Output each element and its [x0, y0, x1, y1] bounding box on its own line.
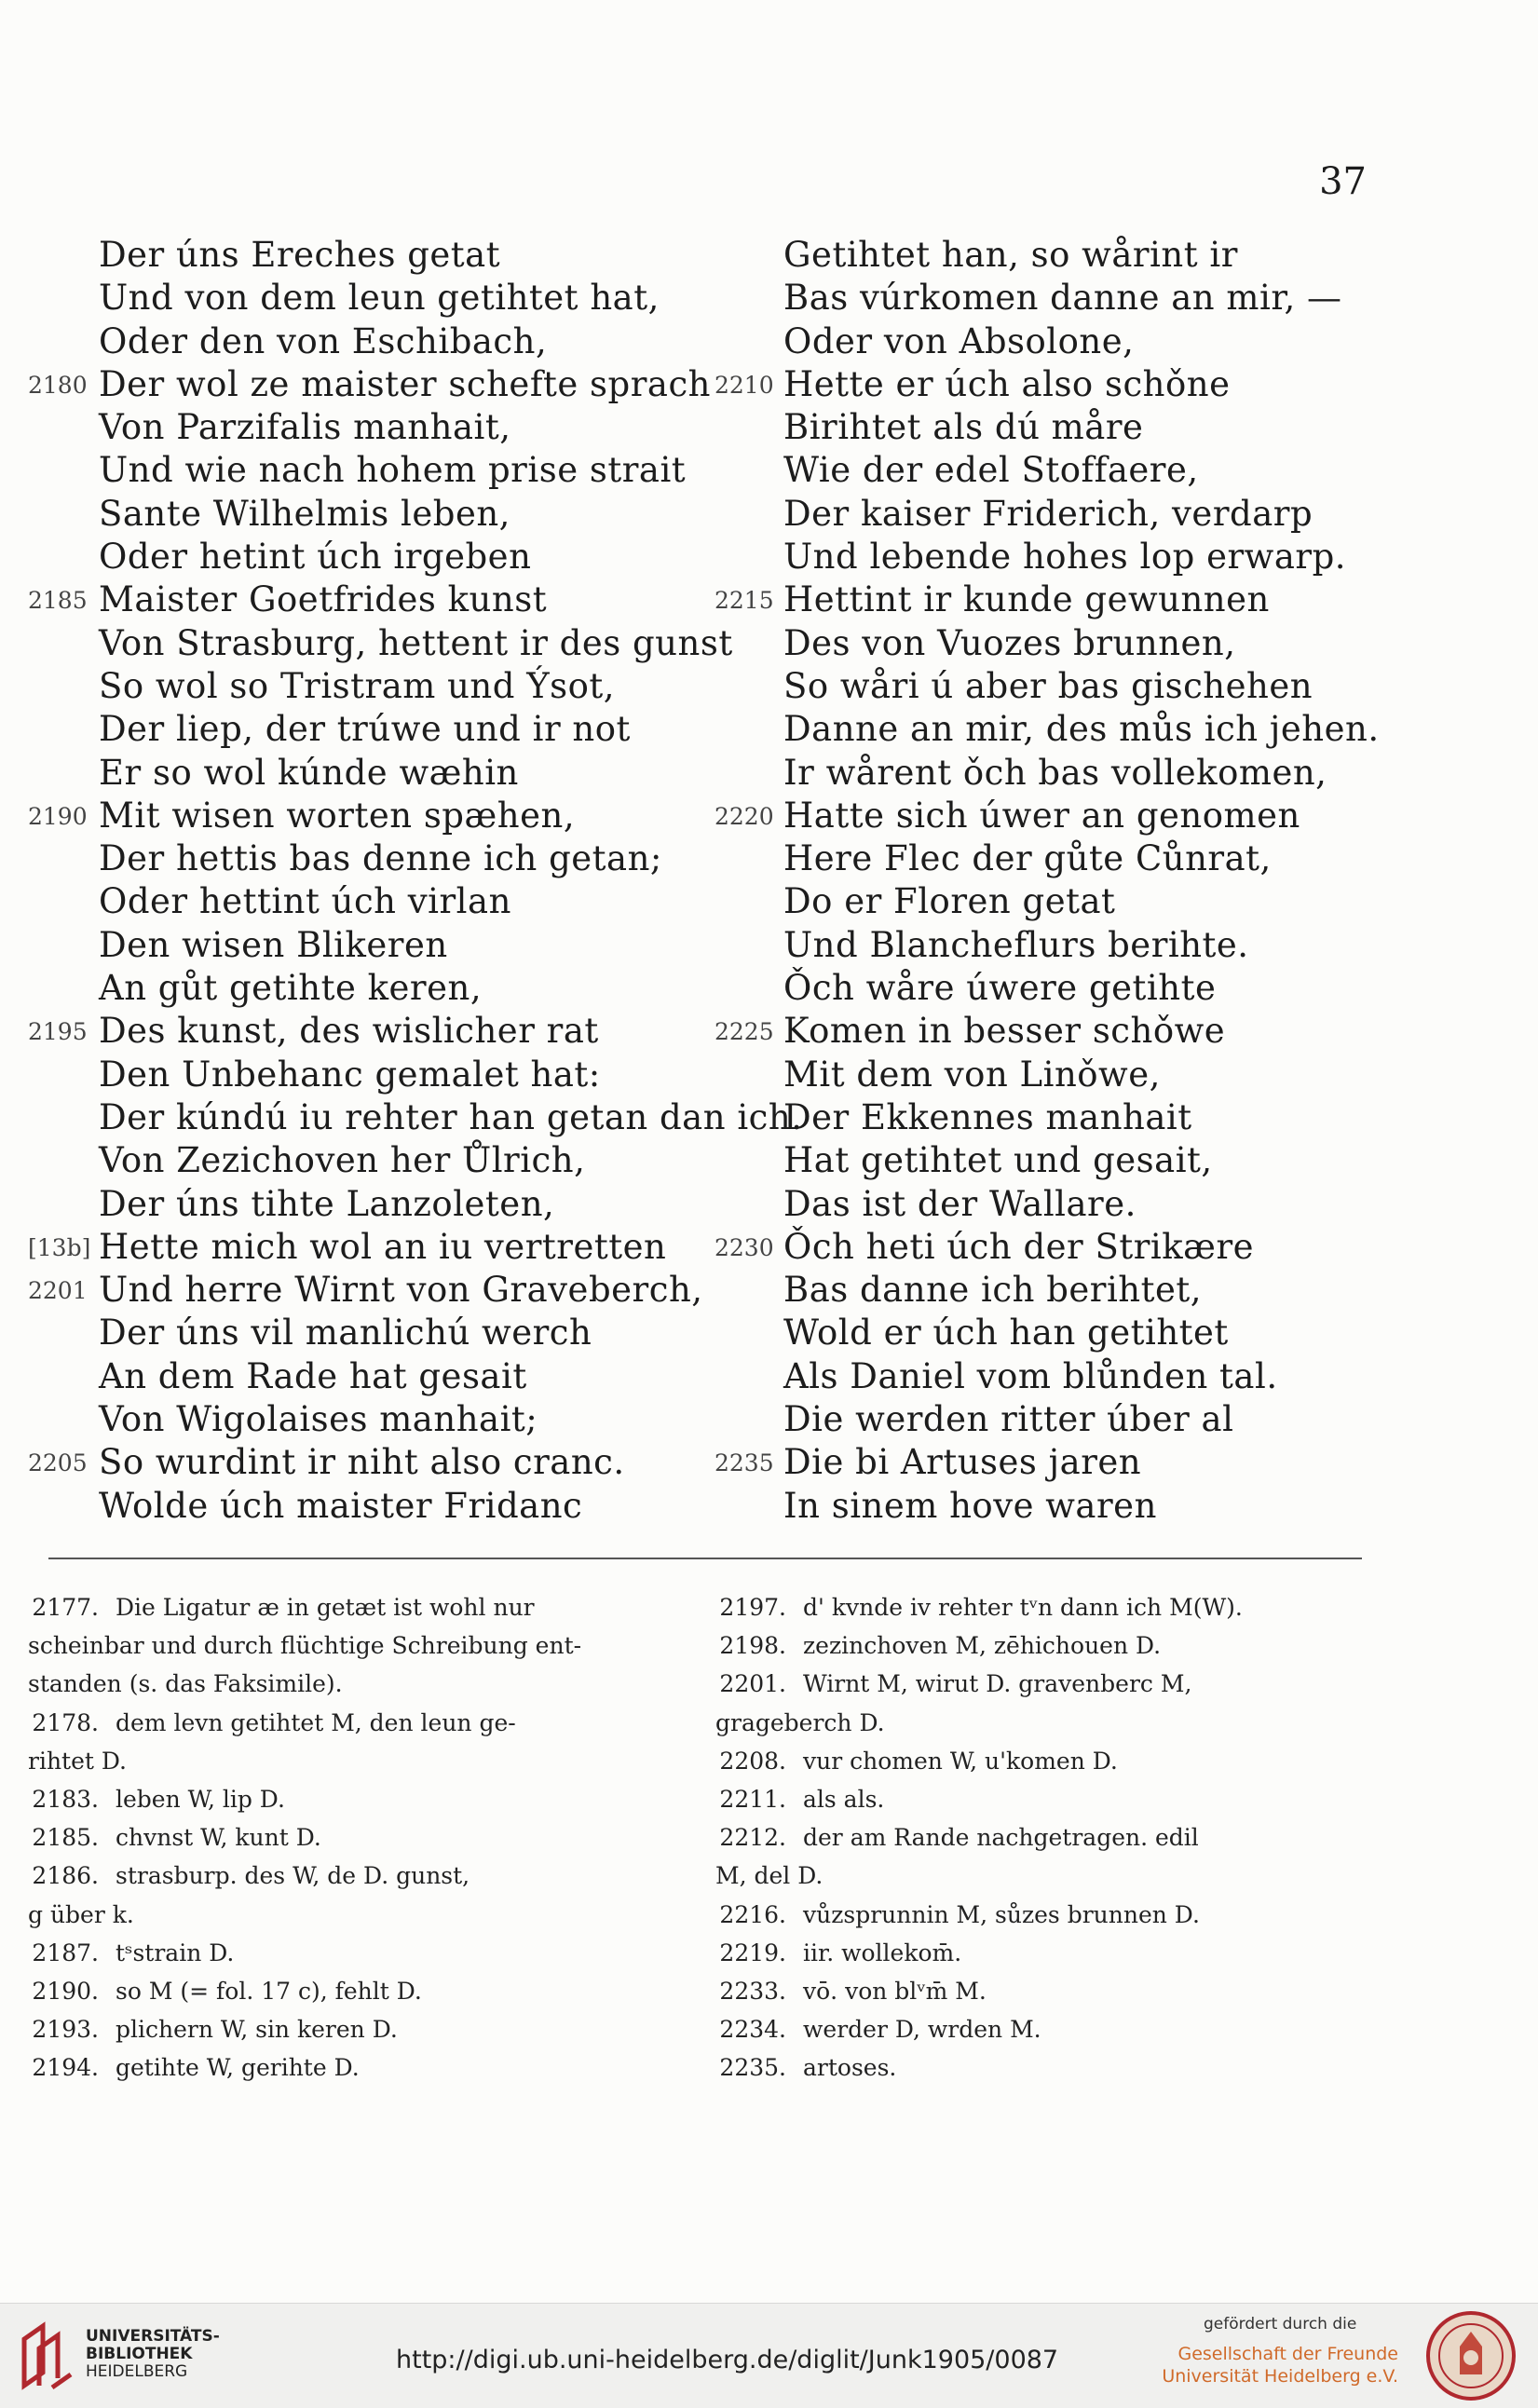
- verse-number: 2220: [715, 802, 774, 830]
- verse-line: [28, 968, 755, 1011]
- verse-line: [715, 753, 1385, 796]
- footnote: [715, 1665, 1368, 1741]
- verse-column-right: [715, 235, 1385, 1529]
- footnote-text: so M (= fol. 17 c), fehlt D.: [116, 1978, 422, 2006]
- verse-text: Und Blancheflurs berihte.: [783, 924, 1249, 965]
- verse-number: 2185: [28, 587, 88, 615]
- footnote-text: Die Ligatur æ in getæt ist wohl nur: [116, 1594, 535, 1621]
- verse-line: [715, 1097, 1385, 1140]
- footnote: [715, 1896, 1368, 1934]
- verse-number: 2225: [715, 1018, 774, 1046]
- verse-line: [715, 235, 1385, 278]
- verse-line: [28, 623, 755, 666]
- verse-text: Der liep, der trúwe und ir not: [99, 709, 631, 750]
- footnote-continuation: grageberch D.: [715, 1708, 885, 1736]
- footnote-number: 2235.: [719, 2054, 786, 2082]
- verse-text: Und lebende hohes lop erwarp.: [783, 537, 1347, 578]
- verse-number: [13b]: [28, 1233, 91, 1261]
- verse-line: [28, 278, 755, 320]
- footnote: [715, 1588, 1368, 1626]
- verse-line: [28, 1486, 755, 1529]
- society-name-line2: Universität Heidelberg e.V.: [1162, 2366, 1398, 2387]
- verse-text: Oder hetint úch irgeben: [99, 537, 532, 578]
- university-seal-icon[interactable]: [1424, 2309, 1518, 2402]
- verse-line: [715, 364, 1385, 407]
- verse-line: [28, 753, 755, 796]
- footnote: [28, 1972, 680, 2010]
- verse-line: [28, 1227, 755, 1270]
- footnote-number: 2208.: [719, 1747, 786, 1775]
- verse-line: [28, 579, 755, 622]
- verse-text: Ǒch heti úch der Strikære: [783, 1226, 1255, 1267]
- verse-text: Der kaiser Friderich, verdarp: [783, 493, 1313, 534]
- verse-line: [28, 1399, 755, 1442]
- footnote-number: 2197.: [719, 1594, 786, 1621]
- verse-text: Oder den von Eschibach,: [99, 320, 548, 361]
- footnote: [28, 2048, 680, 2087]
- verse-text: Oder von Absolone,: [783, 320, 1135, 361]
- verse-text: Wie der edel Stoffaere,: [783, 450, 1199, 491]
- verse-line: [715, 1356, 1385, 1399]
- footnote-number: 2177.: [32, 1594, 99, 1621]
- verse-line: [715, 407, 1385, 450]
- verse-text: Hatte sich úwer an genomen: [783, 795, 1300, 836]
- verse-line: [715, 968, 1385, 1011]
- footnote-text: iir. wollekom̄.: [803, 1939, 962, 1966]
- footnote-text: vůzsprunnin M, sůzes brunnen D.: [803, 1900, 1200, 1928]
- verse-line: [28, 1011, 755, 1054]
- footnote-number: 2201.: [719, 1670, 786, 1698]
- verse-text: Des kunst, des wislicher rat: [99, 1011, 599, 1052]
- verse-line: [715, 796, 1385, 838]
- verse-line: [28, 1054, 755, 1097]
- verse-line: [28, 407, 755, 450]
- verse-line: [715, 278, 1385, 320]
- verse-text: Do er Floren getat: [783, 881, 1116, 922]
- footnote: [28, 1780, 680, 1818]
- verse-line: [28, 838, 755, 881]
- verse-line: [28, 1096, 803, 1140]
- verse-line: [715, 709, 1385, 752]
- footnote-continuation: rihtet D.: [28, 1747, 127, 1775]
- verse-text: Von Zezichoven her Ůlrich,: [99, 1140, 586, 1181]
- verse-line: [715, 579, 1385, 622]
- verse-line: [28, 450, 755, 493]
- verse-text: Von Strasburg, hettent ir des gunst: [99, 622, 733, 663]
- footer-bar: [0, 2303, 1538, 2408]
- footnote-text: vur chomen W, u'komen D.: [803, 1747, 1118, 1775]
- verse-text: Der úns Ereches getat: [99, 235, 501, 275]
- verse-text: Und wie nach hohem prise strait: [99, 450, 687, 491]
- verse-text: Die werden ritter úber al: [783, 1399, 1234, 1440]
- verse-line: [715, 1270, 1385, 1313]
- verse-text: Als Daniel vom blůnden tal.: [783, 1355, 1278, 1396]
- verse-line: [28, 925, 755, 968]
- footnote-number: 2185.: [32, 1824, 99, 1852]
- verse-line: [715, 623, 1385, 666]
- verse-line: [28, 1270, 755, 1313]
- footnote-number: 2212.: [719, 1824, 786, 1852]
- library-logo-icon[interactable]: [15, 2320, 76, 2391]
- footnote-text: leben W, lip D.: [116, 1786, 285, 1814]
- footnote-text: dem levn getihtet M, den leun ge-: [116, 1708, 516, 1736]
- footnote-text: vō. von blᵛm̄ M.: [803, 1978, 987, 2006]
- verse-line: [715, 666, 1385, 709]
- footnote-number: 2211.: [719, 1786, 786, 1814]
- verse-text: Ǒch wåre úwere getihte: [783, 968, 1217, 1009]
- footnote: [715, 1934, 1368, 1972]
- verse-line: [715, 838, 1385, 881]
- verse-line: [28, 1313, 755, 1355]
- verse-column-left: [28, 235, 803, 1529]
- verse-text: Der Ekkennes manhait: [783, 1096, 1192, 1137]
- verse-line: [715, 1011, 1385, 1054]
- library-name-line3: HEIDELBERG: [86, 2362, 188, 2381]
- verse-line: [28, 1140, 755, 1183]
- verse-line: [28, 537, 755, 579]
- verse-text: So wåri ú aber bas gischehen: [783, 665, 1313, 706]
- verse-line: [715, 1227, 1385, 1270]
- verse-text: An gůt getihte keren,: [99, 968, 483, 1009]
- sponsor-credit[interactable]: [1162, 2315, 1398, 2388]
- footnote-number: 2186.: [32, 1862, 99, 1890]
- verse-number: 2205: [28, 1449, 88, 1477]
- footnote-continuation: g über k.: [28, 1900, 134, 1928]
- verse-text: Wolde úch maister Fridanc: [99, 1485, 583, 1526]
- footnote-text: werder D, wrden M.: [803, 2016, 1041, 2044]
- verse-text: Hettint ir kunde gewunnen: [783, 579, 1270, 620]
- verse-line: [28, 321, 755, 364]
- verse-line: [28, 235, 755, 278]
- footnote-text: artoses.: [803, 2054, 897, 2082]
- verse-line: [715, 1442, 1385, 1485]
- verse-line: [715, 881, 1385, 924]
- verse-text: Birihtet als dú måre: [783, 407, 1144, 448]
- footnote-number: 2233.: [719, 1978, 786, 2006]
- verse-line: [715, 925, 1385, 968]
- verse-line: [715, 321, 1385, 364]
- verse-text: Er so wol kúnde wæhin: [99, 752, 519, 793]
- verse-text: Getihtet han, so wårint ir: [783, 235, 1238, 275]
- verse-text: Von Wigolaises manhait;: [99, 1399, 538, 1440]
- verse-text: Des von Vuozes brunnen,: [783, 622, 1236, 663]
- society-name-line1: Gesellschaft der Freunde: [1177, 2344, 1398, 2364]
- footnote: [28, 1818, 680, 1857]
- verse-text: Komen in besser schǒwe: [783, 1011, 1226, 1052]
- footnote: [715, 1626, 1368, 1665]
- verse-text: Der kúndú iu rehter han getan dan ich.: [99, 1096, 803, 1137]
- verse-number: 2195: [28, 1018, 88, 1046]
- verse-text: Der úns vil manlichú werch: [99, 1313, 592, 1354]
- verse-line: [28, 1356, 755, 1399]
- verse-text: So wol so Tristram und Ýsot,: [99, 665, 616, 706]
- verse-text: In sinem hove waren: [783, 1485, 1157, 1526]
- footnote-number: 2216.: [719, 1900, 786, 1928]
- verse-number: 2235: [715, 1449, 774, 1477]
- footnote: [28, 2010, 680, 2048]
- verse-text: Die bi Artuses jaren: [783, 1442, 1142, 1483]
- verse-text: Das ist der Wallare.: [783, 1183, 1136, 1224]
- verse-line: [28, 494, 755, 537]
- verse-line: [28, 364, 755, 407]
- verse-text: Den wisen Blikeren: [99, 924, 448, 965]
- verse-text: Hette er úch also schǒne: [783, 363, 1231, 404]
- verse-text: Sante Wilhelmis leben,: [99, 493, 510, 534]
- library-name-line1: UNIVERSITÄTS-: [86, 2327, 220, 2346]
- library-name[interactable]: [86, 2328, 220, 2381]
- verse-text: Der hettis bas denne ich getan;: [99, 838, 662, 879]
- footnote-text: d' kvnde iv rehter tᵛn dann ich M(W).: [803, 1594, 1243, 1621]
- verse-text: Mit wisen worten spæhen,: [99, 795, 576, 836]
- footnote-number: 2190.: [32, 1978, 99, 2006]
- footnote: [715, 1972, 1368, 2010]
- verse-line: [28, 881, 755, 924]
- verse-text: Hette mich wol an iu vertretten: [99, 1226, 667, 1267]
- verse-text: So wurdint ir niht also cranc.: [99, 1442, 625, 1483]
- verse-text: Ir wårent ǒch bas vollekomen,: [783, 752, 1327, 793]
- verse-line: [28, 796, 755, 838]
- footnote-number: 2187.: [32, 1939, 99, 1966]
- verse-text: Here Flec der gůte Cůnrat,: [783, 838, 1272, 879]
- verse-text: Wold er úch han getihtet: [783, 1313, 1229, 1354]
- footnote-text: chvnst W, kunt D.: [116, 1824, 321, 1852]
- footnote-continuation: M, del D.: [715, 1862, 823, 1890]
- permalink-url[interactable]: http://digi.ub.uni-heidelberg.de/diglit/Junk1905/0087: [396, 2346, 1059, 2374]
- footnote-number: 2183.: [32, 1786, 99, 1814]
- verse-text: Oder hettint úch virlan: [99, 881, 511, 922]
- verse-line: [715, 1184, 1385, 1227]
- verse-line: [715, 1399, 1385, 1442]
- footnote: [28, 1588, 680, 1704]
- footnote-text: zezinchoven M, zēhichouen D.: [803, 1632, 1162, 1660]
- footnote-text: Wirnt M, wirut D. gravenberc M,: [803, 1670, 1192, 1698]
- verse-line: [28, 1184, 755, 1227]
- footnote-text: plichern W, sin keren D.: [116, 2016, 398, 2044]
- verse-text: Von Parzifalis manhait,: [99, 407, 511, 448]
- footnote-number: 2198.: [719, 1632, 786, 1660]
- verse-text: Bas vúrkomen danne an mir, —: [783, 278, 1342, 319]
- footnote-continuation: standen (s. das Faksimile).: [28, 1670, 343, 1698]
- verse-text: Bas danne ich berihtet,: [783, 1270, 1203, 1311]
- funded-by-label: gefördert durch die: [1204, 2315, 1357, 2333]
- footnotes-right: [715, 1588, 1368, 2088]
- verse-text: Der wol ze maister schefte sprach: [99, 363, 712, 404]
- footnote-text: strasburp. des W, de D. gunst,: [116, 1862, 470, 1890]
- footnote-text: tˢstrain D.: [116, 1939, 235, 1966]
- footnote-text: getihte W, gerihte D.: [116, 2054, 360, 2082]
- verse-line: [715, 494, 1385, 537]
- verse-line: [715, 450, 1385, 493]
- footnote: [715, 1818, 1368, 1895]
- footnote-text: der am Rande nachgetragen. edil: [803, 1824, 1199, 1852]
- verse-number: 2230: [715, 1233, 774, 1261]
- footnote: [715, 1742, 1368, 1780]
- footnote: [715, 1780, 1368, 1818]
- verse-text: Den Unbehanc gemalet hat:: [99, 1054, 601, 1095]
- verse-number: 2180: [28, 371, 88, 399]
- verse-number: 2190: [28, 802, 88, 830]
- footnote-text: als als.: [803, 1786, 885, 1814]
- footnote: [28, 1704, 680, 1780]
- footnote-number: 2178.: [32, 1708, 99, 1736]
- verse-line: [715, 1313, 1385, 1355]
- verse-line: [28, 709, 755, 752]
- verse-number: 2210: [715, 371, 774, 399]
- verse-line: [715, 1486, 1385, 1529]
- footnote-number: 2219.: [719, 1939, 786, 1966]
- verse-text: Hat getihtet und gesait,: [783, 1140, 1213, 1181]
- footnote: [715, 2048, 1368, 2087]
- verse-number: 2201: [28, 1277, 88, 1305]
- footnote-number: 2193.: [32, 2016, 99, 2044]
- verse-text: Und herre Wirnt von Graveberch,: [99, 1270, 703, 1311]
- footnote-number: 2234.: [719, 2016, 786, 2044]
- verse-text: Der úns tihte Lanzoleten,: [99, 1183, 555, 1224]
- footnote-continuation: scheinbar und durch flüchtige Schreibung ent-: [28, 1632, 582, 1660]
- footnotes-left: [28, 1588, 680, 2088]
- footnote-number: 2194.: [32, 2054, 99, 2082]
- page-number: 37: [1319, 160, 1367, 203]
- verse-line: [715, 1054, 1385, 1097]
- verse-line: [28, 666, 755, 709]
- verse-line: [715, 1140, 1385, 1183]
- verse-text: An dem Rade hat gesait: [99, 1355, 527, 1396]
- verse-text: Maister Goetfrides kunst: [99, 579, 548, 620]
- footnote: [28, 1934, 680, 1972]
- footnote: [715, 2010, 1368, 2048]
- verse-number: 2215: [715, 587, 774, 615]
- verse-line: [715, 537, 1385, 579]
- verse-text: Danne an mir, des můs ich jehen.: [783, 709, 1380, 750]
- verse-line: [28, 1442, 755, 1485]
- footnote: [28, 1857, 680, 1933]
- verse-text: Mit dem von Linǒwe,: [783, 1054, 1161, 1095]
- library-name-line2: BIBLIOTHEK: [86, 2345, 193, 2363]
- verse-text: Und von dem leun getihtet hat,: [99, 278, 660, 319]
- footnote-divider: [48, 1558, 1362, 1559]
